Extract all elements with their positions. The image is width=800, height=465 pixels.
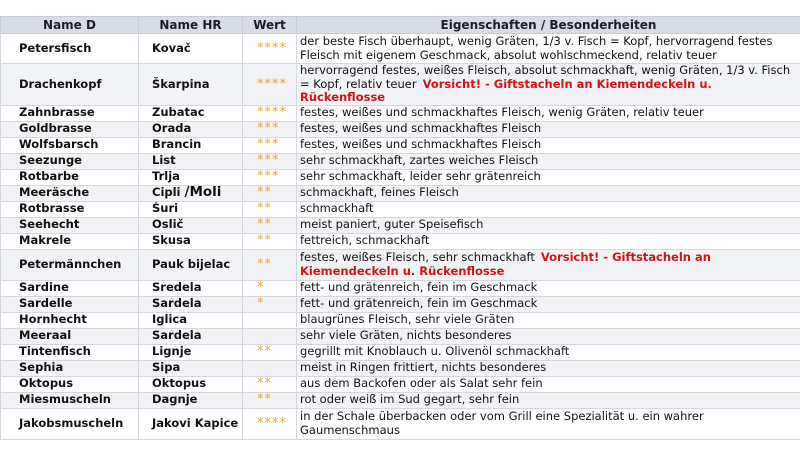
cell-wert: **** [243,105,297,121]
cell-desc: meist paniert, guter Speisefisch [297,217,800,233]
desc-text: der beste Fisch überhaupt, wenig Gräten, 1/3 v. Fisch = Kopf, hervorragend festes Fleisch mit eigenem Geschmack, absolut wohlschmeckend, relativ teuer [300,34,772,62]
cell-wert: ** [243,217,297,233]
cell-name-d: Zahnbrasse [1,105,139,121]
table-row [1,296,800,312]
cell-name-hr [139,185,243,201]
table-row [1,249,800,280]
cell-name-hr: Oslič [139,217,243,233]
cell-name-d: Rotbarbe [1,169,139,185]
cell-wert: * [243,280,297,296]
cell-wert: **** [243,64,297,106]
table-row [1,408,800,439]
cell-name-d: Goldbrasse [1,121,139,137]
cell-name-d: Drachenkopf [1,64,139,106]
table-header [1,17,800,34]
cell-wert [243,312,297,328]
cell-wert: **** [243,34,297,64]
cell-desc: fett- und grätenreich, fein im Geschmack [297,280,800,296]
cell-desc: in der Schale überbacken oder vom Grill eine Spezialität u. ein wahrer Gaumenschmaus [297,408,800,439]
cell-wert: ** [243,344,297,360]
header-eigenschaften: Eigenschaften / Besonderheiten [297,17,800,34]
table-row [1,312,800,328]
table-row [1,217,800,233]
cell-wert [243,360,297,376]
table-row [1,201,800,217]
table-row [1,137,800,153]
cell-name-d: Seehecht [1,217,139,233]
warning-text: Vorsicht! - Giftstacheln an Kiemendeckeln u. Rückenflosse [300,77,712,105]
cell-desc [297,34,800,64]
cell-desc: schmackhaft [297,201,800,217]
cell-wert: *** [243,169,297,185]
cell-wert: * [243,296,297,312]
table-row [1,233,800,249]
cell-desc: gegrillt mit Knoblauch u. Olivenöl schmackhaft [297,344,800,360]
cell-name-hr: Brancin [139,137,243,153]
hr-name-extra: /Moli [185,185,222,200]
table-row [1,185,800,201]
table-body [1,34,800,440]
cell-wert: ** [243,392,297,408]
cell-name-d: Tintenfisch [1,344,139,360]
cell-name-d: Jakobsmuscheln [1,408,139,439]
cell-desc: fett- und grätenreich, fein im Geschmack [297,296,800,312]
cell-name-d: Wolfsbarsch [1,137,139,153]
header-wert: Wert [243,17,297,34]
cell-wert: ** [243,233,297,249]
cell-wert: ** [243,185,297,201]
cell-name-hr: Skusa [139,233,243,249]
cell-desc: festes, weißes und schmackhaftes Fleisch [297,137,800,153]
cell-name-hr: Dagnje [139,392,243,408]
cell-desc: sehr viele Gräten, nichts besonderes [297,328,800,344]
cell-name-hr: Sardela [139,328,243,344]
cell-name-d: Petersfisch [1,34,139,64]
cell-desc: sehr schmackhaft, leider sehr grätenreich [297,169,800,185]
cell-name-hr: Šuri [139,201,243,217]
cell-desc [297,64,800,106]
cell-wert: ** [243,249,297,280]
table-row [1,280,800,296]
cell-name-hr: Lignje [139,344,243,360]
desc-text: hervorragend festes, weißes Fleisch, absolut schmackhaft, wenig Gräten, 1/3 v. Fisch = Kopf, relativ teuer [300,64,790,91]
cell-name-d: Meeraal [1,328,139,344]
table-row [1,64,800,106]
desc-text: festes, weißes Fleisch, sehr schmackhaft [300,250,535,264]
table-row [1,169,800,185]
cell-wert: ** [243,201,297,217]
table-row [1,392,800,408]
cell-name-hr: Jakovi Kapice [139,408,243,439]
cell-name-d: Sardine [1,280,139,296]
table-row [1,376,800,392]
warning-text: Vorsicht! - Giftstacheln an Kiemendeckeln u. Rückenflosse [300,250,711,278]
cell-desc: festes, weißes und schmackhaftes Fleisch, wenig Gräten, relativ teuer [297,105,800,121]
cell-wert [243,328,297,344]
cell-desc: festes, weißes und schmackhaftes Fleisch [297,121,800,137]
cell-wert: **** [243,408,297,439]
table-row [1,153,800,169]
cell-wert: ** [243,376,297,392]
cell-desc: schmackhaft, feines Fleisch [297,185,800,201]
cell-desc: blaugrünes Fleisch, sehr viele Gräten [297,312,800,328]
cell-name-d: Rotbrasse [1,201,139,217]
cell-name-d: Sardelle [1,296,139,312]
cell-wert: *** [243,121,297,137]
cell-name-hr: Iglica [139,312,243,328]
cell-name-hr: Trlja [139,169,243,185]
table-row [1,121,800,137]
cell-name-hr: Kovač [139,34,243,64]
cell-name-hr: Škarpina [139,64,243,106]
hr-name: Cipli [152,185,181,199]
cell-desc: sehr schmackhaft, zartes weiches Fleisch [297,153,800,169]
cell-name-hr: List [139,153,243,169]
cell-name-d: Meeräsche [1,185,139,201]
cell-wert: *** [243,137,297,153]
cell-desc [297,249,800,280]
fish-table [0,16,800,440]
cell-name-d: Makrele [1,233,139,249]
table-row [1,360,800,376]
cell-name-hr: Sardela [139,296,243,312]
cell-name-d: Sephia [1,360,139,376]
cell-name-d: Seezunge [1,153,139,169]
cell-name-hr: Oktopus [139,376,243,392]
cell-name-hr: Zubatac [139,105,243,121]
cell-desc: meist in Ringen frittiert, nichts besonderes [297,360,800,376]
cell-name-hr: Pauk bijelac [139,249,243,280]
table-row [1,34,800,64]
cell-name-d: Hornhecht [1,312,139,328]
cell-wert: *** [243,153,297,169]
cell-desc: fettreich, schmackhaft [297,233,800,249]
cell-name-d: Petermännchen [1,249,139,280]
cell-name-d: Miesmuscheln [1,392,139,408]
cell-name-hr: Sredela [139,280,243,296]
cell-name-d: Oktopus [1,376,139,392]
header-name-d: Name D [1,17,139,34]
header-name-hr: Name HR [139,17,243,34]
table-row [1,105,800,121]
cell-desc: aus dem Backofen oder als Salat sehr fein [297,376,800,392]
table-row [1,328,800,344]
cell-name-hr: Orada [139,121,243,137]
table-row [1,344,800,360]
cell-desc: rot oder weiß im Sud gegart, sehr fein [297,392,800,408]
cell-name-hr: Sipa [139,360,243,376]
